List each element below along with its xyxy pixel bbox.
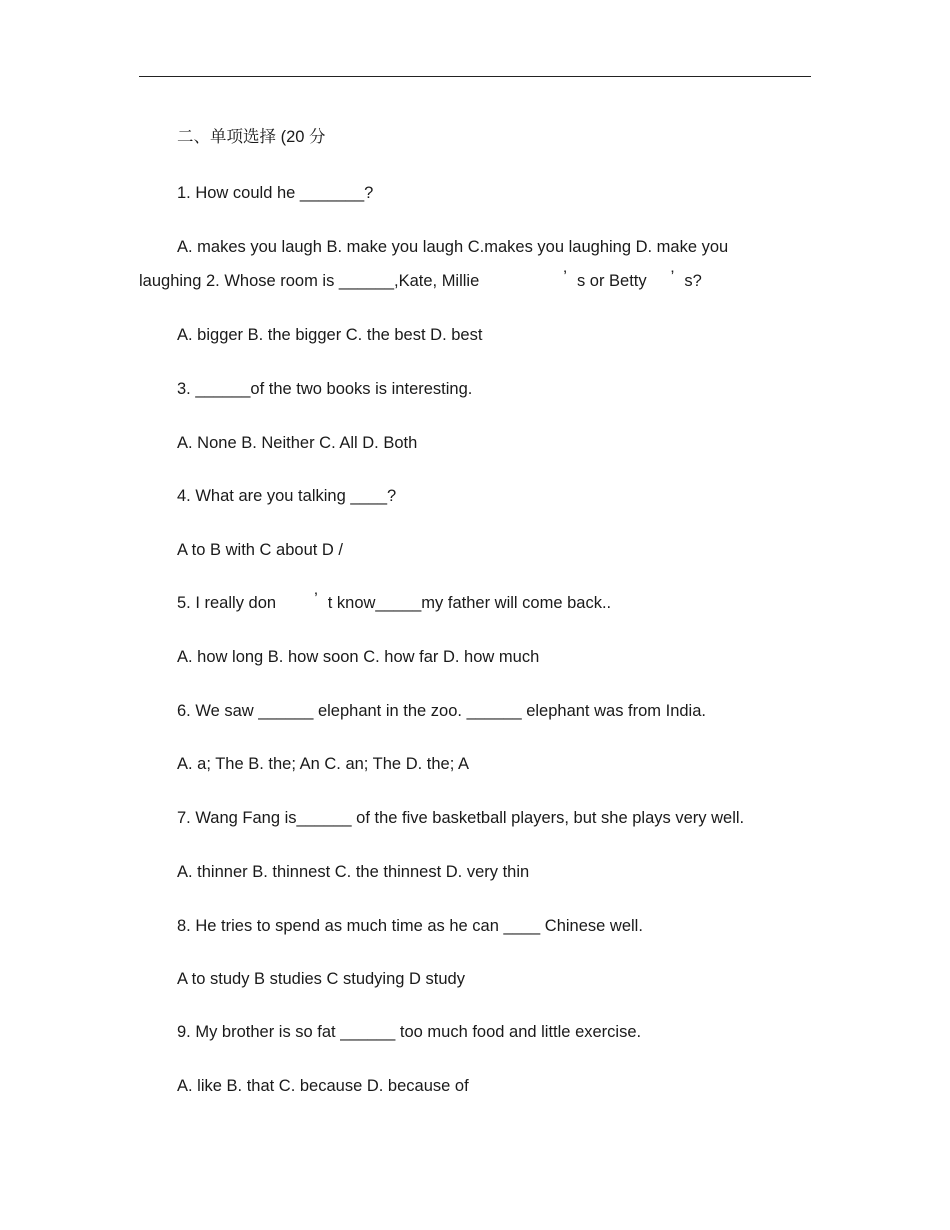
question-1: 1. How could he _______? [177,184,374,202]
question-2-possessive-1: s or Betty [576,272,647,290]
question-7-options: A. thinner B. thinnest C. the thinnest D. very thin [177,863,530,881]
question-8-options: A to study B studies C studying D study [177,970,465,988]
question-5 [177,590,612,613]
header-rule [139,76,811,77]
apostrophe: ’ [314,590,318,608]
question-6: 6. We saw ______ elephant in the zoo. ______ elephant was from India. [177,702,706,720]
question-8: 8. He tries to spend as much time as he can ____ Chinese well. [177,917,643,935]
question-5-end: t know_____my father will come back.. [327,594,612,612]
question-6-options: A. a; The B. the; An C. an; The D. the; A [177,755,469,773]
question-1-options: A. makes you laugh B. make you laugh C.makes you laughing D. make you [177,238,729,256]
apostrophe: ’ [563,268,567,286]
question-4-options: A to B with C about D / [177,541,343,559]
question-5-options: A. how long B. how soon C. how far D. how much [177,648,540,666]
question-5-start: 5. I really don [177,594,277,612]
apostrophe: ’ [670,268,675,286]
section-title: 二、单项选择 (20 分 [177,128,326,146]
question-2-possessive-2: s? [684,272,702,290]
question-9-options: A. like B. that C. because D. because of [177,1077,469,1095]
question-9: 9. My brother is so fat ______ too much food and little exercise. [177,1023,642,1041]
question-3: 3. ______of the two books is interesting. [177,380,473,398]
question-7: 7. Wang Fang is______ of the five basketball players, but she plays very well. [177,809,745,827]
question-4: 4. What are you talking ____? [177,487,397,505]
question-2-options: A. bigger B. the bigger C. the best D. best [177,326,483,344]
question-3-options: A. None B. Neither C. All D. Both [177,434,418,452]
question-1-options-continued [139,268,702,291]
question-2-text: laughing 2. Whose room is ______,Kate, Millie [139,272,480,290]
